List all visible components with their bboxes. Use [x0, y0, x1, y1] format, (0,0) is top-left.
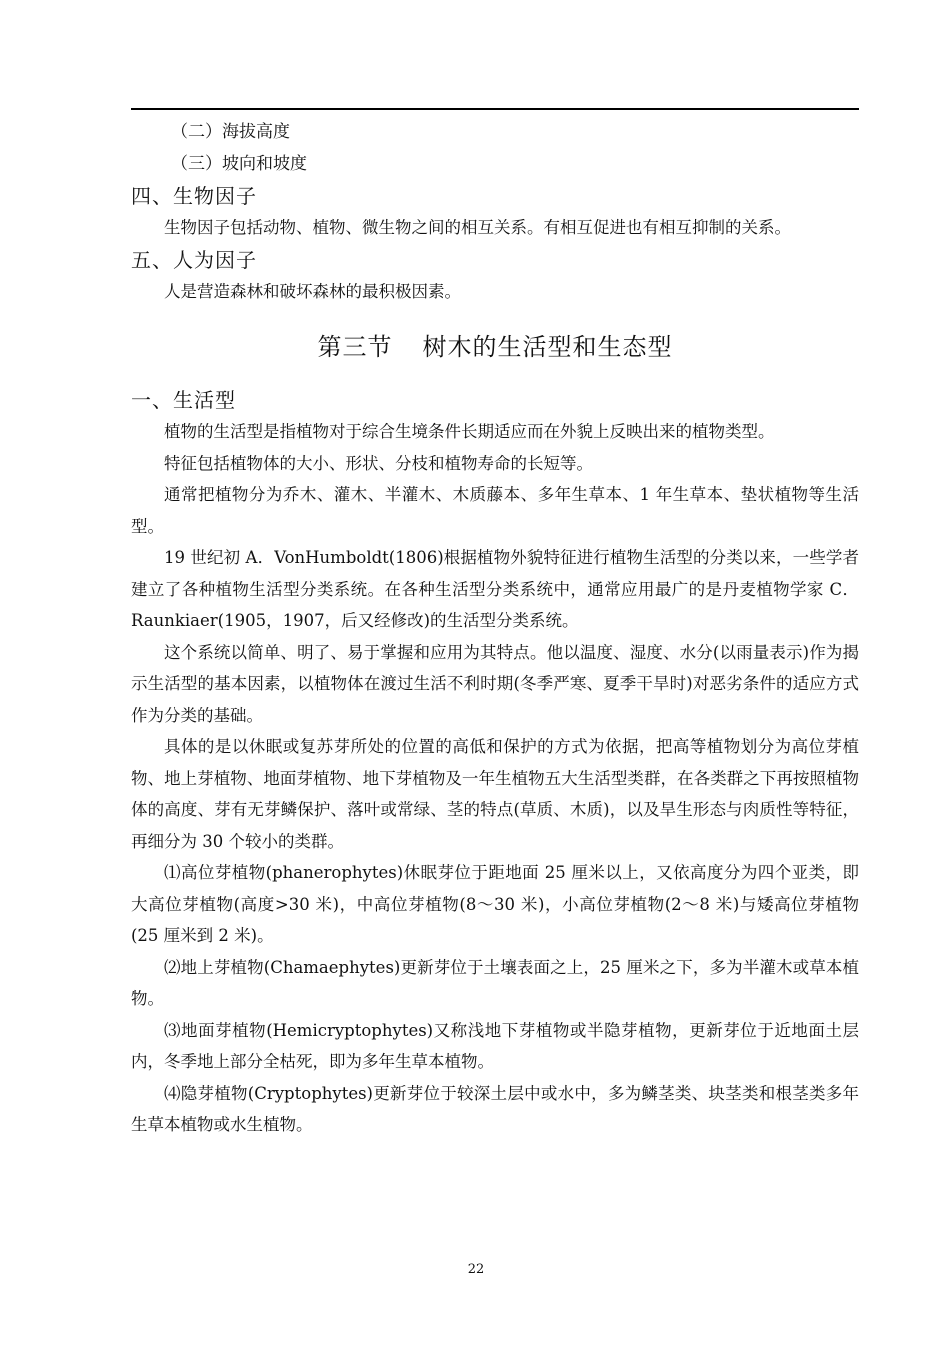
paragraph: ⑷隐芽植物(Cryptophytes)更新芽位于较深土层中或水中，多为鳞茎类、块茎类和根茎类多年生草本植物或水生植物。	[131, 1083, 859, 1134]
paragraph: ⑵地上芽植物(Chamaephytes)更新芽位于土壤表面之上，25 厘米之下，多为半灌木或草本植物。	[131, 957, 859, 1008]
section-title-number: 第三节	[317, 333, 393, 361]
paragraph-human-factors: 人是营造森林和破坏森林的最积极因素。	[164, 281, 461, 301]
paragraph: 特征包括植物体的大小、形状、分枝和植物寿命的长短等。	[164, 453, 593, 473]
section-title	[131, 327, 859, 362]
paragraph: 具体的是以休眠或复苏芽所处的位置的高低和保护的方式为依据，把高等植物划分为高位芽植物、地上芽植物、地面芽植物、地下芽植物及一年生植物五大生活型类群，在各类群之下再按照植物体的高度、芽有无芽鳞保护、落叶或常绿、茎的特点(草质、木质)，以及旱生形态与肉质性等特征，再细分为 30 个较小的类群。	[131, 737, 859, 851]
subsection-altitude: （二）海拔高度	[171, 122, 290, 142]
paragraph: 19 世纪初 A．VonHumboldt(1806)根据植物外貌特征进行植物生活型的分类以来，一些学者建立了各种植物生活型分类系统。在各种生活型分类系统中，通常应用最广的是丹麦植物学家 C．Raunkiaer(1905，1907，后又经修改)的生活型分类系统。	[131, 548, 859, 630]
page-content	[131, 116, 859, 1141]
paragraph-biological-factors: 生物因子包括动物、植物、微生物之间的相互关系。有相互促进也有相互抑制的关系。	[164, 218, 791, 237]
page-number: 22	[467, 1262, 485, 1277]
section-title-text: 树木的生活型和生态型	[422, 333, 673, 361]
heading-life-form: 一、生活型	[131, 388, 236, 412]
paragraph: ⑴高位芽植物(phanerophytes)休眠芽位于距地面 25 厘米以上，又依高度分为四个亚类，即大高位芽植物(高度>30 米)，中高位芽植物(8～30 米)，小高位芽植物(2～8 米)与矮高位芽植物(25 厘米到 2 米)。	[131, 863, 859, 945]
header-rule	[131, 108, 859, 110]
subsection-slope: （三）坡向和坡度	[171, 154, 307, 174]
paragraph: ⑶地面芽植物(Hemicryptophytes)又称浅地下芽植物或半隐芽植物，更新芽位于近地面土层内，冬季地上部分全枯死，即为多年生草本植物。	[131, 1020, 859, 1071]
heading-human-factors: 五、人为因子	[131, 247, 257, 272]
paragraph: 植物的生活型是指植物对于综合生境条件长期适应而在外貌上反映出来的植物类型。	[164, 422, 775, 441]
paragraph: 通常把植物分为乔木、灌木、半灌木、木质藤本、多年生草本、1 年生草本、垫状植物等生活型。	[131, 485, 859, 536]
paragraph: 这个系统以简单、明了、易于掌握和应用为其特点。他以温度、湿度、水分(以雨量表示)作为揭示生活型的基本因素，以植物体在渡过生活不利时期(冬季严寒、夏季干旱时)对恶劣条件的适应方式作为分类的基础。	[131, 642, 859, 725]
heading-biological-factors: 四、生物因子	[131, 184, 257, 208]
